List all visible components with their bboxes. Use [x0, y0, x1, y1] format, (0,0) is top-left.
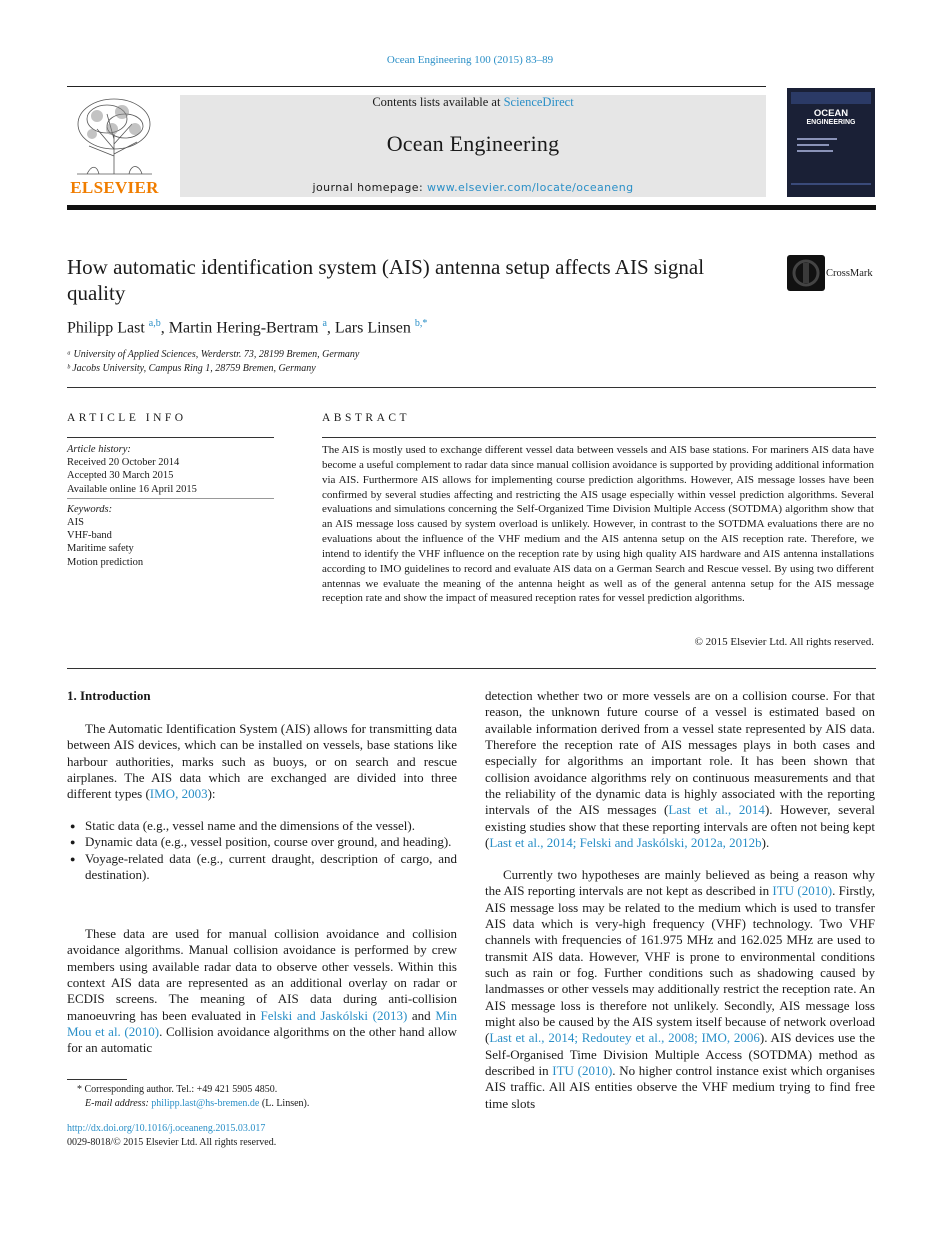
- author-affiliation-mark[interactable]: a: [322, 318, 327, 329]
- doi-block: [67, 1122, 276, 1150]
- text-run: . Firstly, AIS message loss may be related to the medium which is used to transfer AIS data which is very-high frequency (VHF) technology. Two VHF channels with frequencies of 161.975 MHz and 162.025 MHz are used to transmit AIS data. However, VHF is prone to environmental conditions such as rain or fog. Further conditions such as shadowing caused by landmasses or other vessels may additionally restrict the reception rate. An AIS message loss is therefore not unlikely. Secondly, AIS message loss might also be caused by the AIS system itself because of network overload (: [485, 883, 875, 1046]
- received-date: Received 20 October 2014: [67, 457, 180, 469]
- citation-link[interactable]: ITU (2010): [552, 1063, 613, 1079]
- keyword: AIS: [67, 517, 84, 529]
- journal-reference[interactable]: Ocean Engineering 100 (2015) 83–89: [386, 54, 554, 66]
- journal-cover-image: [787, 88, 875, 197]
- abstract-heading: ABSTRACT: [322, 412, 411, 424]
- list-item: ● Static data (e.g., vessel name and the dimensions of the vessel).: [67, 818, 457, 834]
- email-label: E-mail address:: [85, 1098, 152, 1109]
- history-label: Article history:: [67, 444, 131, 455]
- citation-link[interactable]: Felski and Jaskólski (2013): [260, 1007, 408, 1023]
- citation-link[interactable]: Last et al., 2014; Redoutey et al., 2008; IMO, 2006: [489, 1030, 760, 1046]
- citation-link[interactable]: Last et al., 2014; Felski and Jaskólski, 2012a, 2012b: [489, 835, 762, 851]
- corresponding-author: * Corresponding author. Tel.: +49 421 5905 4850.: [77, 1084, 278, 1095]
- intro-paragraph: [67, 721, 457, 803]
- article-info-divider: [67, 498, 274, 499]
- intro-paragraph: [67, 926, 457, 1057]
- intro-paragraph: [485, 867, 875, 1112]
- masthead-top-rule: [67, 86, 766, 87]
- contents-prefix: Contents lists available at: [372, 95, 504, 109]
- text-run: ). AIS devices use the Self-Organised Time Division Multiple Access (SOTDMA) method as described in: [485, 1030, 875, 1079]
- citation-link[interactable]: Last et al., 2014: [668, 802, 765, 818]
- doi-link[interactable]: http://dx.doi.org/10.1016/j.oceaneng.2015.03.017: [67, 1123, 266, 1134]
- section-rule: [67, 387, 876, 388]
- email-suffix: (L. Linsen).: [259, 1098, 310, 1109]
- abstract-text: The AIS is mostly used to exchange different vessel data between vessels and AIS base stations. For mariners AIS data have become a useful complement to radar data since manual collision avoidance is supported by providing additional information via AIS. Furthermore AIS allows for implementing course prediction algorithms. However, AIS message losses have been confirmed by several studies affecting and restricting the AIS usage especially within vessel prediction algorithms. Several evaluations and simulations concerning the Self-Organized Time Division Multiple Access (SOTDMA) algorithm show that an AIS message loss caused by system overload is unlikely. However, in contrast to the SOTDMA evaluations there are no evaluations about the influence of the VHF medium and the AIS antenna setup on the AIS reception rate. Therefore, we intend to identify the VHF influence on the reception rate by using high quality AIS hardware and AIS antenna installations according to IMO guidelines to record and evaluate AIS data on a German Search and Rescue vessel. By using two different antennas we evaluate the meaning of the antenna height as well as of the general antenna setup for the AIS message reception rate and show the impact of measured reception rates for vessel prediction algorithms.: [322, 444, 874, 605]
- crossmark-label[interactable]: CrossMark: [826, 268, 873, 279]
- homepage-link[interactable]: www.elsevier.com/locate/oceaneng: [426, 181, 634, 194]
- masthead-bottom-rule: [67, 205, 876, 210]
- section-rule: [67, 668, 876, 669]
- journal-title: Ocean Engineering: [386, 131, 560, 156]
- affiliations: [67, 348, 359, 376]
- issn-line: 0029-8018/© 2015 Elsevier Ltd. All rights reserved.: [67, 1137, 277, 1148]
- abstract-copyright: © 2015 Elsevier Ltd. All rights reserved.: [694, 636, 874, 648]
- data-types-list: [67, 818, 457, 883]
- author-name: Martin Hering-Bertram: [168, 319, 319, 337]
- keyword: VHF-band: [67, 530, 112, 542]
- text-run: The Automatic Identification System (AIS) allows for transmitting data between AIS devices, which can be installed on vessels, base stations like harbour authorities, marks such as buoys, or on search and rescue airplanes. The AIS data which are exchanged are divided into three different types (: [67, 721, 457, 802]
- journal-homepage: [180, 181, 766, 194]
- keywords-label: Keywords:: [67, 503, 113, 515]
- text-run: detection whether two or more vessels are on a collision course. For that reason, the unknown future course of a vessel is estimated based on available information derived from a vessel state represented by AIS data. Therefore the reception rate of AIS messages plays in both cases and especially for algorithms an important role. It has been shown that collision avoidance algorithms rely on continuous measurements and that the reliability of the dynamic data is highly associated with the reporting intervals of the AIS messages (: [485, 688, 875, 818]
- article-info-rule: [67, 437, 274, 438]
- text-run: Currently two hypotheses are mainly believed as being a reason why the AIS reporting intervals are not kept as described in: [485, 867, 875, 899]
- footnote: [67, 1083, 457, 1111]
- keyword: Motion prediction: [67, 556, 144, 568]
- email-link[interactable]: philipp.last@hs-bremen.de: [151, 1098, 260, 1109]
- cover-title-line2: ENGINEERING: [806, 119, 856, 126]
- homepage-prefix: journal homepage:: [312, 181, 427, 194]
- text-run: ):: [207, 786, 216, 802]
- text-run: These data are used for manual collision avoidance and collision avoidance algorithms. Manual collision avoidance is performed by crew members using available radar data to observe other vessels. Within this context AIS data are represented as an additional overlay on radar or ECDIS screens. The meaning of AIS data during anti-collision manoeuvring has been evaluated in: [67, 926, 457, 1023]
- list-item: ● Voyage-related data (e.g., current draught, description of cargo, and destination).: [67, 851, 457, 884]
- keyword: Maritime safety: [67, 543, 134, 555]
- citation-link[interactable]: ITU (2010): [772, 883, 833, 899]
- intro-paragraph: [485, 688, 875, 851]
- article-info: [67, 443, 274, 569]
- citation-link[interactable]: IMO, 2003: [149, 786, 208, 802]
- article-title: How automatic identification system (AIS) antenna setup affects AIS signal quality: [67, 255, 705, 305]
- author-affiliation-mark[interactable]: a,b: [148, 318, 161, 329]
- text-run: . Collision avoidance algorithms on the other hand allow for an automatic: [67, 1024, 457, 1056]
- list-item: ● Dynamic data (e.g., vessel position, course over ground, and heading).: [67, 834, 457, 850]
- cover-title-line1: OCEAN: [813, 108, 849, 119]
- footnote-rule: [67, 1079, 127, 1080]
- abstract-rule: [322, 437, 876, 438]
- online-date: Available online 16 April 2015: [67, 483, 197, 495]
- sciencedirect-link[interactable]: ScienceDirect: [503, 95, 574, 109]
- crossmark-icon[interactable]: [787, 255, 825, 291]
- elsevier-wordmark: ELSEVIER: [70, 178, 159, 197]
- author-affiliation-mark[interactable]: b,*: [414, 318, 428, 329]
- author-name: Lars Linsen: [334, 319, 411, 337]
- text-run: and: [407, 1007, 436, 1023]
- citation-link[interactable]: Min Mou et al. (2010): [67, 1007, 457, 1040]
- author-list: Philipp Last $^{a,b}$, Martin Hering-Bertram $^a$, Lars Linsen $^{b,*}$: [67, 318, 428, 337]
- text-run: ).: [761, 835, 770, 851]
- section-heading-introduction: 1. Introduction: [67, 688, 151, 703]
- affiliation: ᵃ University of Applied Sciences, Werderstr. 73, 28199 Bremen, Germany: [67, 349, 360, 360]
- text-run: ). However, several existing studies show that these reporting intervals are often not being kept (: [485, 802, 875, 851]
- text-run: . No higher control instance exist which organises AIS traffic. All AIS entities observe the VHF medium trying to find free time slots: [485, 1063, 875, 1111]
- affiliation: ᵇ Jacobs University, Campus Ring 1, 28759 Bremen, Germany: [67, 363, 316, 374]
- article-info-heading: ARTICLE INFO: [67, 412, 187, 424]
- author-name: Philipp Last: [67, 319, 145, 337]
- contents-line: [180, 95, 766, 110]
- accepted-date: Accepted 30 March 2015: [67, 470, 174, 482]
